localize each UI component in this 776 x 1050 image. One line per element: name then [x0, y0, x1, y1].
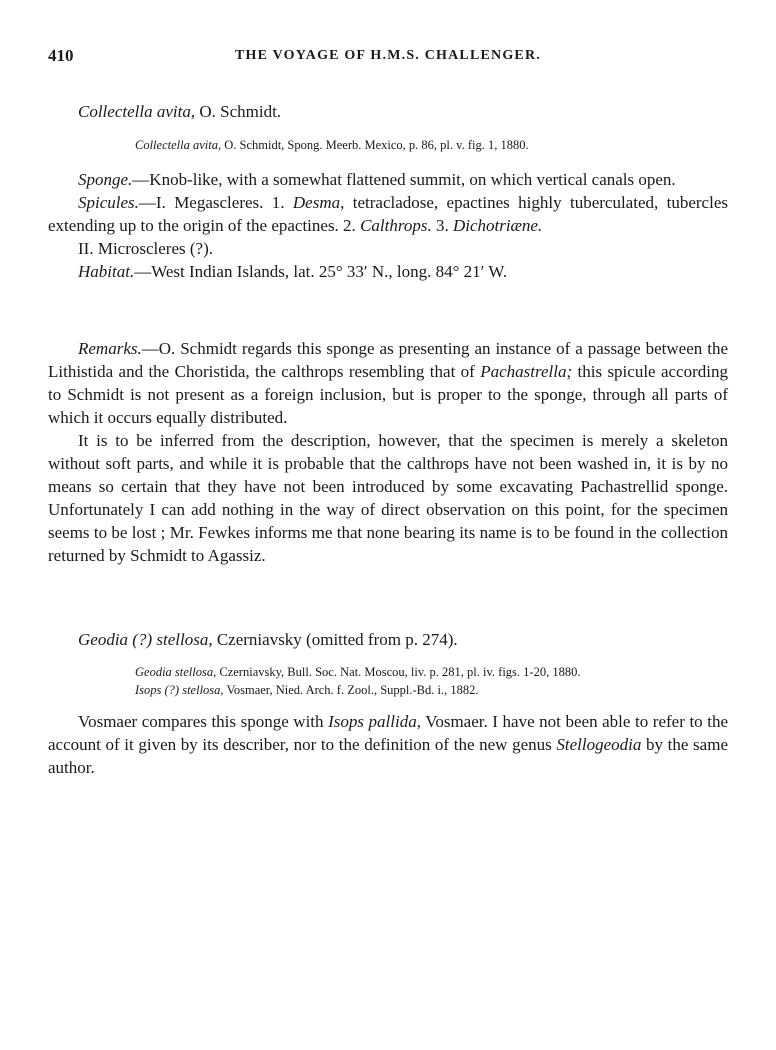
geodia-text-a: Vosmaer compares this sponge with: [78, 712, 329, 731]
remarks-paragraph: [48, 337, 728, 429]
dichotriaene-term: Dichotriæne.: [452, 216, 543, 235]
synonymy-reference: [135, 683, 478, 698]
stellogeodia-term: Stellogeodia: [556, 735, 642, 754]
reference-text: , O. Schmidt, Spong. Meerb. Mexico, p. 86, pl. v. fig. 1, 1880.: [217, 138, 529, 152]
running-title: THE VOYAGE OF H.M.S. CHALLENGER.: [235, 48, 541, 63]
reference-text: , Vosmaer, Nied. Arch. f. Zool., Suppl.-Bd. i., 1882.: [220, 683, 479, 697]
species-name: Collectella avita: [78, 102, 191, 121]
page-header: [48, 46, 728, 70]
reference-name: Isops (?) stellosa: [135, 683, 221, 697]
remarks-text-a: —O. Schmidt regards this sponge as presenting an instance of a passage between the Lithistida and the Choristida, the calthrops resembling that of: [48, 339, 728, 381]
remarks-text-b: this spicule according to Schmidt is not present as a foreign inclusion, but is proper to the sponge, through all parts of which it occurs equally distributed.: [48, 362, 728, 427]
isops-pallida-term: Isops pallida: [328, 712, 417, 731]
sponge-label: Sponge.: [78, 170, 133, 189]
page-number: 410: [48, 46, 74, 65]
remarks-label: Remarks.: [78, 339, 142, 358]
desma-term: Desma: [292, 193, 341, 212]
reference-name: Collectella avita: [135, 138, 218, 152]
synonymy-reference: [135, 665, 580, 680]
species-heading-geodia: [78, 630, 458, 650]
remarks-block: [48, 337, 728, 567]
spicules-text-c: 3.: [431, 216, 453, 235]
reference-name: Geodia stellosa: [135, 665, 214, 679]
geodia-remarks: [48, 710, 728, 779]
species-heading-collectella: [78, 102, 281, 122]
species-author: , Czerniavsky (omitted from p. 274).: [208, 630, 458, 649]
geodia-paragraph: [48, 710, 728, 779]
geodia-text-b: , Vosmaer. I have not been able to refer to the account of it given by its describer, nor to the definition of the new genus: [48, 712, 728, 754]
spicules-paragraph: [48, 191, 728, 237]
reference-text: , Czerniavsky, Bull. Soc. Nat. Moscou, liv. p. 281, pl. iv. figs. 1-20, 1880.: [213, 665, 581, 679]
pachastrella-term: Pachastrella;: [480, 362, 573, 381]
sponge-text: —Knob-like, with a somewhat flattened summit, on which vertical canals open.: [132, 170, 676, 189]
species-name: Geodia (?) stellosa: [78, 630, 209, 649]
sponge-paragraph: [48, 168, 728, 191]
spicules-label: Spicules.: [78, 193, 139, 212]
species-author: , O. Schmidt.: [190, 102, 282, 121]
synonymy-reference: [135, 138, 529, 153]
habitat-paragraph: [48, 260, 728, 283]
spicules-text-a: —I. Megascleres. 1.: [138, 193, 293, 212]
description-block: [48, 168, 728, 283]
geodia-text-c: by the same author.: [48, 735, 728, 777]
habitat-text: —West Indian Islands, lat. 25° 33′ N., long. 84° 21′ W.: [134, 262, 508, 281]
remarks-paragraph-2: It is to be inferred from the description, however, that the specimen is merely a skeleton without soft parts, and while it is probable that the calthrops have not been washed in, it is by no means so certain that they have not been introduced by some excavating Pachastrellid sponge. Unfortunately I can add nothing in the way of direct observation on this point, for the specimen seems to be lost ; Mr. Fewkes informs me that none bearing its name is to be found in the collection returned by Schmidt to Agassiz.: [48, 431, 728, 565]
calthrops-term: Calthrops.: [360, 216, 432, 235]
microscleres-line: II. Microscleres (?).: [78, 239, 213, 258]
habitat-label: Habitat.: [78, 262, 135, 281]
spicules-text-b: , tetracladose, epactines highly tuberculated, tubercles extending up to the origin of the epactines. 2.: [48, 193, 728, 235]
